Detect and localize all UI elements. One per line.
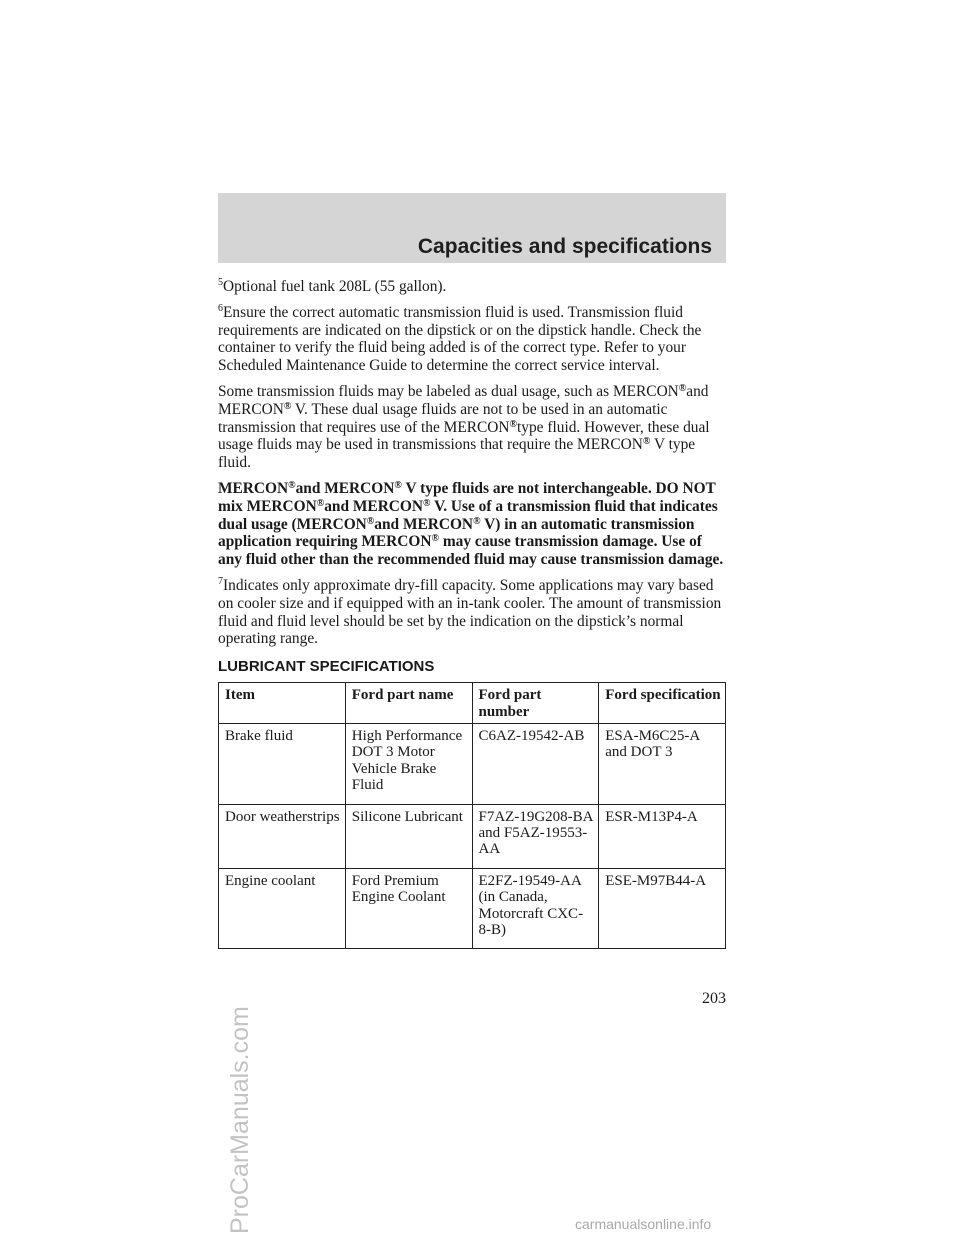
footnote-5 — [218, 278, 726, 296]
registered-mark: ® — [509, 418, 518, 430]
text-run: V type fluid. — [218, 436, 696, 472]
lubricant-specifications-table — [218, 682, 726, 949]
table-cell: Brake fluid — [219, 723, 346, 804]
table-cell: ESA-M6C25-A and DOT 3 — [599, 723, 726, 804]
warning-paragraph — [218, 480, 726, 569]
footnote-7 — [218, 577, 726, 648]
watermark-text-right: .com — [225, 1006, 254, 1061]
footnote-6 — [218, 304, 726, 375]
text-run: Some transmission fluids may be labeled as dual usage, such as MERCON — [218, 382, 679, 400]
page-content — [218, 278, 726, 949]
page-number: 203 — [702, 990, 726, 1007]
column-header-specification: Ford specification — [599, 683, 726, 724]
text-run: and MERCON — [295, 479, 395, 497]
column-header-part-name: Ford part name — [345, 683, 472, 724]
registered-mark: ® — [678, 382, 687, 394]
table-cell: C6AZ-19542-AB — [472, 723, 599, 804]
registered-mark: ® — [366, 515, 375, 527]
table-cell: Ford Premium Engine Coolant — [345, 868, 472, 949]
table-row — [219, 868, 726, 949]
footer-url: carmanualsonline.info — [575, 1216, 712, 1232]
table-row — [219, 723, 726, 804]
watermark — [220, 0, 260, 1242]
registered-mark: ® — [642, 436, 651, 448]
text-run: V. Use of a transmission fluid that indicates dual usage (MERCON — [218, 497, 718, 533]
dual-usage-paragraph — [218, 383, 726, 472]
text-run: and MERCON — [324, 497, 424, 515]
registered-mark: ® — [394, 479, 402, 491]
table-header-row — [219, 683, 726, 724]
lubricant-specifications-heading: LUBRICANT SPECIFICATIONS — [218, 658, 435, 676]
text-run: and MERCON — [218, 382, 709, 418]
column-header-part-number: Ford part number — [472, 683, 599, 724]
text-run: may cause transmission damage. Use of any fluid other than the recommended fluid may cause transmission damage. — [218, 533, 724, 569]
text-run: V) in an automatic transmission application requiring MERCON — [218, 515, 695, 551]
table-cell: F7AZ-19G208-BA and F5AZ-19553-AA — [472, 804, 599, 868]
section-header-band — [218, 193, 726, 263]
registered-mark: ® — [431, 533, 439, 545]
section-title: Capacities and specifications — [417, 235, 712, 258]
footnote-text: Indicates only approximate dry-fill capacity. Some applications may vary based on cooler size and if equipped with an in-tank cooler. The amount of transmission fluid and fluid level should be set by the indication on the dipstick’s normal operating range. — [218, 576, 722, 648]
text-run: V. These dual usage fluids are not to be used in an automatic transmission that requires use of the MERCON — [218, 400, 668, 436]
registered-mark: ® — [473, 515, 481, 527]
text-run: V type fluids are not interchangeable. DO NOT mix MERCON — [218, 479, 716, 515]
table-cell: ESR-M13P4-A — [599, 804, 726, 868]
table-cell: E2FZ-19549-AA (in Canada, Motorcraft CXC-8-B) — [472, 868, 599, 949]
registered-mark: ® — [283, 400, 292, 412]
registered-mark: ® — [288, 479, 296, 491]
footnote-text: Optional fuel tank 208L (55 gallon). — [223, 278, 447, 295]
footnote-text: Ensure the correct automatic transmission fluid is used. Transmission fluid requirements are indicated on the dipstick or on the dipstick handle. Check the container to verify the fluid being added is of the correct type. Refer to your Scheduled Maintenance Guide to determine the correct service interval. — [218, 303, 702, 375]
footnote-number: 7 — [218, 575, 223, 587]
table-cell: Silicone Lubricant — [345, 804, 472, 868]
watermark-text-left: ProCarManuals — [225, 1060, 254, 1234]
table-cell: Door weatherstrips — [219, 804, 346, 868]
table-cell: High Performance DOT 3 Motor Vehicle Brake Fluid — [345, 723, 472, 804]
registered-mark: ® — [423, 497, 431, 509]
footnote-number: 6 — [218, 302, 223, 314]
table-cell: ESE-M97B44-A — [599, 868, 726, 949]
table-row — [219, 804, 726, 868]
text-run: type fluid. However, these dual usage fluids may be used in transmissions that require the MERCON — [218, 418, 710, 454]
column-header-item: Item — [219, 683, 346, 724]
text-run: MERCON — [218, 479, 289, 497]
registered-mark: ® — [316, 497, 325, 509]
table-cell: Engine coolant — [219, 868, 346, 949]
footnote-number: 5 — [218, 277, 223, 288]
text-run: and MERCON — [374, 515, 474, 533]
